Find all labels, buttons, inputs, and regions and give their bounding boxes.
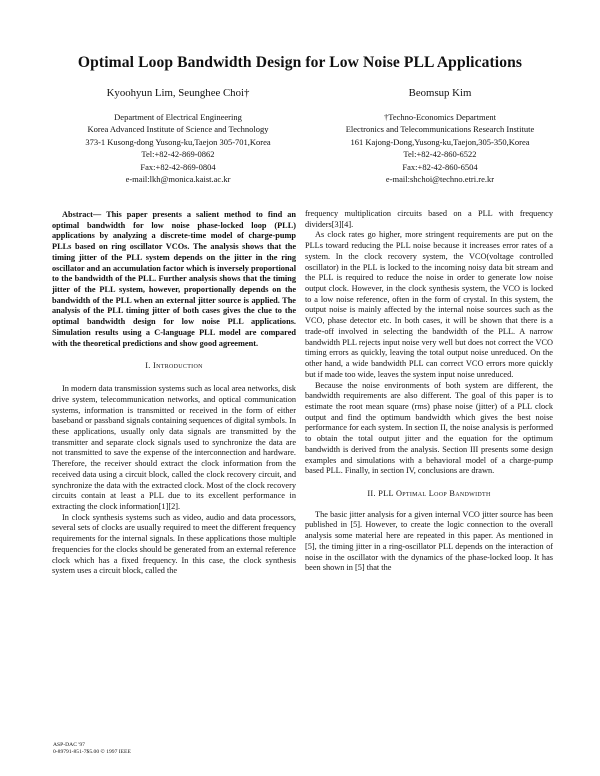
right-column	[305, 209, 553, 574]
author-name-right: Beomsup Kim	[408, 87, 472, 99]
affiliation-right-line: Tel:+82-42-860-6522	[403, 149, 477, 160]
abstract-text: This paper presents a salient method to find an optimal bandwidth for low noise phase-locked loop (PLL) applications by analyzing a discrete-time model of charge-pump PLLs based on ring oscillator VCOs. The analysis shows that the timing jitter of the PLL system depends on the jitter in the ring oscillator and an accumulation factor which is inversely proportional to the bandwidth of the PLL. Further analysis shows that the timing jitter of the PLL system, however, proportionally depends on the bandwidth of the PLL when an external jitter source is applied. The analysis of the PLL timing jitter of both cases gives the clue to the optimal bandwidth design for low noise PLL applications. Simulation results using a C-language PLL model are compared with the theoretical predictions and show good agreement.	[52, 210, 296, 348]
affiliation-left-line: Fax:+82-42-869-0804	[140, 161, 216, 172]
section-heading-introduction	[52, 361, 296, 372]
affiliation-left-email: e-mail:lkh@monica.kaist.ac.kr	[125, 174, 231, 185]
section-title: PLL Optimal Loop Bandwidth	[378, 488, 491, 498]
conference-footer	[53, 742, 131, 756]
affiliation-left-line: Korea Advanced Institute of Science and Technology	[87, 124, 269, 135]
body-paragraph: As clock rates go higher, more stringent requirements are put on the PLLs toward reducing the PLL noise because it increases error rates of a system. In the clock recovery system, the VCO(voltage controlled oscillator) in the PLL is locked to the incoming noisy data bit stream and the PLL is required to reduce the noise in order to generate low noise output clock. However, in the clock synthesis system, the VCO is locked to a low noise reference, often in the form of crystal. In this system, the output noise is mainly affected by the internal noise sources such as the VCO, phase detector etc. In both cases, it will be shown that there is a trade-off involved in selecting the bandwidth of the PLL. A narrow bandwidth PLL rejects input noise very well but does not correct the VCO timing errors as quickly, leaving the total output noise unreduced. On the other hand, a wide bandwidth PLL can correct VCO errors more quickly but if made too wide, leaves the system input noise unreduced.	[305, 230, 553, 379]
affiliation-left-line: Tel:+82-42-869-0862	[141, 149, 215, 160]
affiliation-right-line: †Techno-Economics Department	[384, 112, 496, 122]
affiliation-left	[38, 111, 318, 185]
abstract	[52, 210, 296, 349]
affiliation-left-line: Department of Electrical Engineering	[114, 112, 242, 122]
intro-paragraph: In modern data transmission systems such as local area networks, disk drive system, telecommunication networks, and optical communication systems, information is transmitted or received in the form of either baseband or passband signals containing sequences of digital symbols. In these applications, usually only data signals are transmitted by the transmitter and separate clock signals used to synchronize the data are not transmitted to save the expense of the interconnection and hardware. Therefore, the receiver should extract the clock information from the received data using a circuit block, called the clock recovery circuit, and synchronize the data with the extracted clock. Most of the clock recovery circuits contain at least a PLL due to its excellent performance in extracting the clock information[1][2].	[52, 384, 296, 511]
section-number: II.	[367, 488, 376, 498]
body-paragraph: Because the noise environments of both system are different, the bandwidth requirements are also different. The goal of this paper is to estimate the root mean square (rms) phase noise (jitter) of a PLL clock output and find the optimum bandwidth which gives the best noise performance for each system. In section II, the noise analysis is performed to obtain the total output jitter and the equation for the optimum bandwidth is derived from the analysis. Section III presents some design examples and simulations with a behavioral model of a charge-pump based PLL. Finally, in section IV, conclusions are drawn.	[305, 380, 553, 476]
author-names-left: Kyoohyun Lim, Seunghee Choi†	[106, 87, 250, 99]
intro-paragraph: In clock synthesis systems such as video, audio and data processors, several sets of clocks are usually required to meet the different frequency requirements for the internal signals. In these applications those multiple frequencies for the clocks should be generated from an external reference clock which has a fixed frequency. In this case, the clock synthesis system uses a circuit block, called the	[52, 512, 296, 576]
affiliation-right-line: Fax:+82-42-860-6504	[402, 161, 478, 172]
abstract-lead: Abstract—	[62, 210, 102, 219]
section2-paragraph: The basic jitter analysis for a given internal VCO jitter source has been published in [5]. However, to create the logic connection to the overall analysis some material here are repeated in this paper. As mentioned in [5], the timing jitter in a ring-oscillator PLL depends on the interaction of noise in the oscillator with the dynamics of the phase-locked loop. It has been shown in [5] that the	[305, 509, 553, 573]
section-number: I.	[145, 361, 151, 371]
affiliation-right-line: Electronics and Telecommunications Research Institute	[345, 124, 535, 135]
left-column	[52, 210, 296, 577]
footer-copyright: 0-89791-851-7$5.00 © 1997 IEEE	[53, 749, 131, 756]
affiliation-right	[300, 111, 580, 185]
affiliation-left-line: 373-1 Kusong-dong Yusong-ku,Taejon 305-701,Korea	[85, 136, 271, 147]
affiliation-right-line: 161 Kajong-Dong,Yusong-ku,Taejon,305-350,Korea	[350, 136, 530, 147]
section-title: Introduction	[153, 361, 203, 371]
section-heading-pll-bandwidth	[305, 489, 553, 500]
footer-conference: ASP-DAC '97	[53, 742, 85, 748]
body-paragraph: frequency multiplication circuits based on a PLL with frequency dividers[3][4].	[305, 209, 553, 229]
affiliation-right-email: e-mail:shchoi@techno.etri.re.kr	[385, 174, 495, 185]
paper-title: Optimal Loop Bandwidth Design for Low Noise PLL Applications	[77, 54, 523, 71]
